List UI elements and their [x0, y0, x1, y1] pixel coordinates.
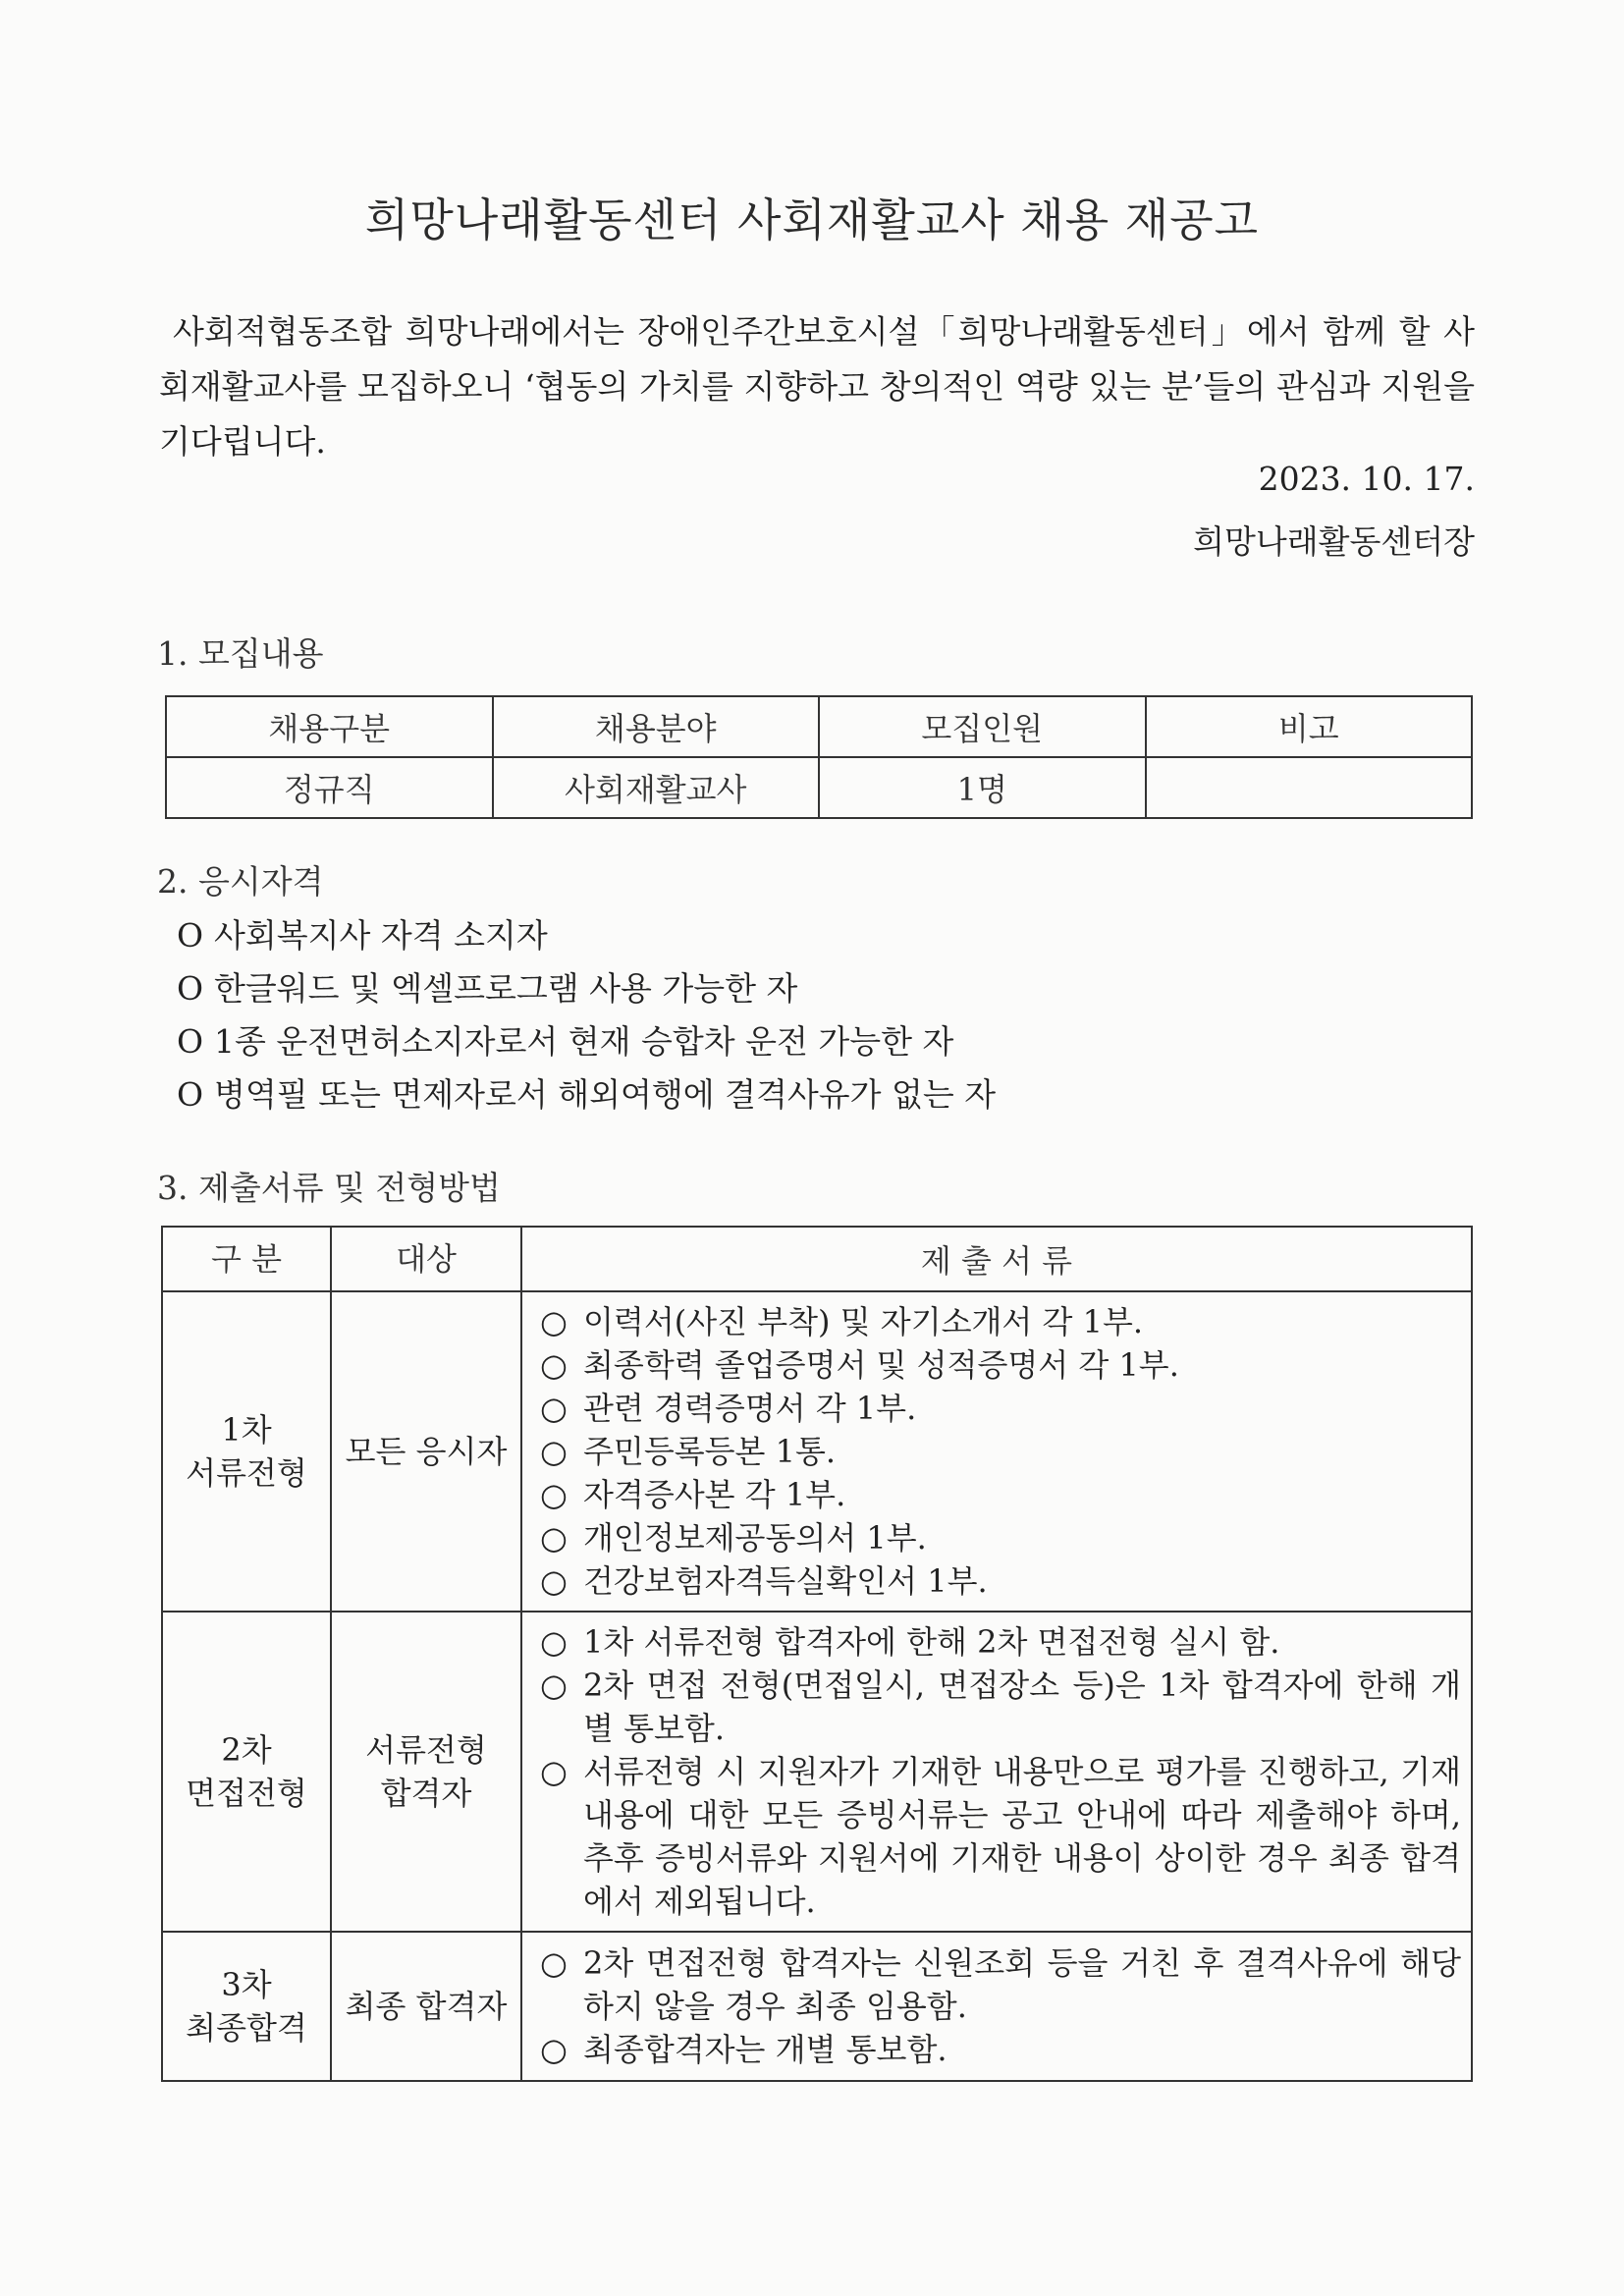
table-row [162, 1932, 1472, 2081]
list-item: O 사회복지사 자격 소지자 [177, 909, 996, 962]
list-item: ○ 2차 면접 전형(면접일시, 면접장소 등)은 1차 합격자에 한해 개별 통보함. [540, 1664, 1461, 1750]
section-2-title: 2. 응시자격 [157, 862, 324, 901]
stage-3-target: 최종 합격자 [331, 1932, 521, 2081]
header-headcount: 모집인원 [819, 696, 1146, 757]
signer: 희망나래활동센터장 [1193, 522, 1475, 561]
recruitment-table [165, 695, 1473, 819]
table-row [162, 1612, 1472, 1932]
circle-bullet-icon: ○ [540, 1562, 568, 1600]
circle-bullet-icon: ○ [540, 1303, 568, 1340]
table-row [166, 757, 1472, 818]
header-documents: 제 출 서 류 [521, 1227, 1472, 1291]
cell-remarks [1146, 757, 1473, 818]
circle-bullet-icon: O [177, 1022, 204, 1061]
list-item: ○ 건강보험자격득실확인서 1부. [540, 1559, 1461, 1603]
list-item: O 병역필 또는 면제자로서 해외여행에 결격사유가 없는 자 [177, 1068, 996, 1121]
circle-bullet-icon: O [177, 1075, 204, 1114]
stage-1-name: 1차 서류전형 [162, 1291, 331, 1612]
circle-bullet-icon: O [177, 916, 204, 955]
header-employment-type: 채용구분 [166, 696, 493, 757]
stage-1-target: 모든 응시자 [331, 1291, 521, 1612]
stage-3-documents [521, 1932, 1472, 2081]
procedure-table [161, 1226, 1473, 2082]
list-item: ○ 관련 경력증명서 각 1부. [540, 1387, 1461, 1430]
stage-1-documents [521, 1291, 1472, 1612]
section-3-title: 3. 제출서류 및 전형방법 [157, 1169, 501, 1207]
stage-3-name: 3차 최종합격 [162, 1932, 331, 2081]
list-item: O 한글워드 및 엑셀프로그램 사용 가능한 자 [177, 962, 996, 1015]
circle-bullet-icon: ○ [540, 1346, 568, 1384]
list-item: ○ 1차 서류전형 합격자에 한해 2차 면접전형 실시 함. [540, 1620, 1461, 1664]
header-remarks: 비고 [1146, 696, 1473, 757]
cell-field: 사회재활교사 [493, 757, 820, 818]
circle-bullet-icon: ○ [540, 1944, 568, 1982]
intro-text: 사회적협동조합 희망나래에서는 장애인주간보호시설「희망나래활동센터」에서 함께 할 사회재활교사를 모집하오니 ‘협동의 가치를 지향하고 창의적인 역량 있는 분’들의 관심과 지원을 기다립니다. [159, 312, 1475, 461]
header-field: 채용분야 [493, 696, 820, 757]
list-item: ○ 2차 면접전형 합격자는 신원조회 등을 거친 후 결격사유에 해당하지 않을 경우 최종 임용함. [540, 1941, 1461, 2028]
announcement-date: 2023. 10. 17. [1258, 460, 1475, 498]
stage-2-name: 2차 면접전형 [162, 1612, 331, 1932]
section-1-title: 1. 모집내용 [157, 634, 324, 673]
list-item: ○ 이력서(사진 부착) 및 자기소개서 각 1부. [540, 1300, 1461, 1343]
intro-paragraph [159, 304, 1475, 469]
table-header-row [162, 1227, 1472, 1291]
circle-bullet-icon: ○ [540, 2031, 568, 2068]
circle-bullet-icon: O [177, 969, 204, 1008]
circle-bullet-icon: ○ [540, 1390, 568, 1427]
header-target: 대상 [331, 1227, 521, 1291]
header-stage: 구 분 [162, 1227, 331, 1291]
list-item: ○ 자격증사본 각 1부. [540, 1473, 1461, 1516]
circle-bullet-icon: ○ [540, 1623, 568, 1661]
circle-bullet-icon: ○ [540, 1667, 568, 1704]
page-title: 희망나래활동센터 사회재활교사 채용 재공고 [364, 193, 1260, 246]
stage-2-documents [521, 1612, 1472, 1932]
circle-bullet-icon: ○ [540, 1476, 568, 1513]
list-item: ○ 최종합격자는 개별 통보함. [540, 2028, 1461, 2071]
list-item: ○ 개인정보제공동의서 1부. [540, 1516, 1461, 1559]
qualifications-list [177, 909, 996, 1121]
list-item: ○ 서류전형 시 지원자가 기재한 내용만으로 평가를 진행하고, 기재 내용에 대한 모든 증빙서류는 공고 안내에 따라 제출해야 하며, 추후 증빙서류와 지원서에 기재한 내용이 상이한 경우 최종 합격에서 제외됩니다. [540, 1750, 1461, 1923]
circle-bullet-icon: ○ [540, 1753, 568, 1790]
list-item: O 1종 운전면허소지자로서 현재 승합차 운전 가능한 자 [177, 1015, 996, 1068]
cell-headcount: 1명 [819, 757, 1146, 818]
table-row [162, 1291, 1472, 1612]
cell-employment-type: 정규직 [166, 757, 493, 818]
circle-bullet-icon: ○ [540, 1433, 568, 1470]
stage-2-target: 서류전형 합격자 [331, 1612, 521, 1932]
list-item: ○ 주민등록등본 1통. [540, 1430, 1461, 1473]
list-item: ○ 최종학력 졸업증명서 및 성적증명서 각 1부. [540, 1343, 1461, 1387]
circle-bullet-icon: ○ [540, 1519, 568, 1557]
table-header-row [166, 696, 1472, 757]
